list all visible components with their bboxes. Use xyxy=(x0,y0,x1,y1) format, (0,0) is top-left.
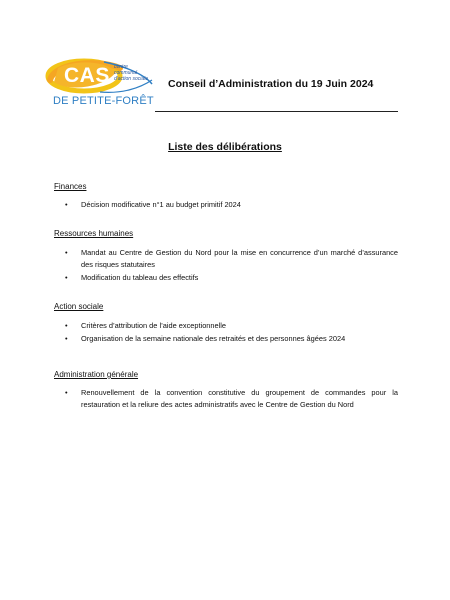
logo-subtitle-line: centre xyxy=(114,64,128,70)
section-heading-ressources-humaines: Ressources humaines xyxy=(54,229,134,238)
item-text: Critères d’attribution de l’aide exceptionnelle xyxy=(81,321,227,330)
header-divider xyxy=(155,111,398,112)
item-text: Décision modificative n°1 au budget primitif 2024 xyxy=(81,200,241,209)
bullet-icon: • xyxy=(65,248,68,257)
list-item xyxy=(54,333,398,345)
logo-acronym: CAS xyxy=(64,64,110,87)
logo-subtitle-line: d'action sociale xyxy=(114,76,149,82)
meeting-title: Conseil d’Administration du 19 Juin 2024 xyxy=(168,78,374,90)
bullet-icon: • xyxy=(65,334,68,343)
bullet-icon: • xyxy=(65,321,68,330)
bullet-icon: • xyxy=(65,200,68,209)
logo-subtitle-line: communal xyxy=(114,70,138,76)
bullet-icon: • xyxy=(65,272,68,282)
logo-subtitle xyxy=(114,64,162,82)
section-heading-finances: Finances xyxy=(54,182,87,191)
item-text: Renouvellement de la convention constitutive du groupement de commandes pour la restauration et la reliure des actes administratifs avec le Centre de Gestion du Nord xyxy=(81,388,398,409)
section-list-action-sociale xyxy=(54,320,398,346)
list-item xyxy=(54,272,398,284)
logo-city-name: DE PETITE-FORÊT xyxy=(53,95,154,107)
item-text: Modification du tableau des effectifs xyxy=(81,272,199,282)
bullet-icon: • xyxy=(65,388,68,397)
section-list-administration-generale xyxy=(54,387,398,412)
list-title: Liste des délibérations xyxy=(168,141,282,153)
item-text: Mandat au Centre de Gestion du Nord pour la mise en concurrence d’un marché d’assurance des risques statutaires xyxy=(81,248,398,269)
section-list-finances xyxy=(54,199,398,212)
list-item xyxy=(54,320,398,332)
section-heading-action-sociale: Action sociale xyxy=(54,302,104,311)
section-heading-administration-generale: Administration générale xyxy=(54,370,139,379)
item-text: Organisation de la semaine nationale des retraités et des personnes âgées 2024 xyxy=(81,334,346,343)
list-item xyxy=(54,387,398,410)
list-item xyxy=(54,247,398,270)
section-list-ressources-humaines xyxy=(54,247,398,285)
list-item xyxy=(54,199,398,211)
